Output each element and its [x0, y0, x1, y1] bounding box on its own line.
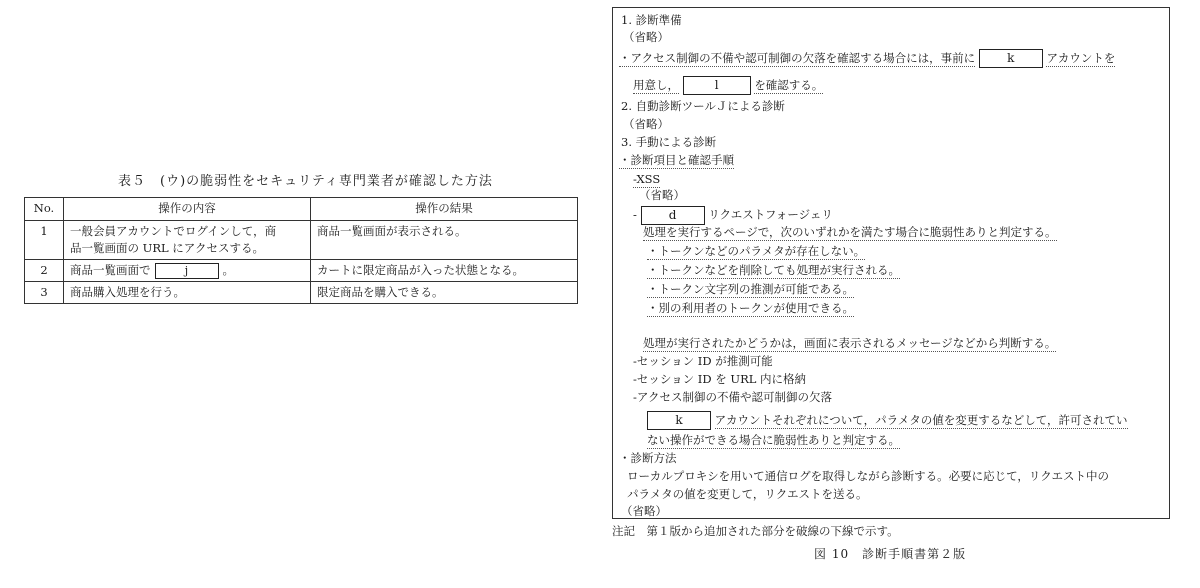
access-control-text: ない操作ができる場合に脆弱性ありと判定する。	[647, 433, 900, 447]
figure-caption: 図 10 診断手順書第２版	[814, 547, 967, 561]
csrf-label: リクエストフォージェリ	[708, 207, 833, 222]
answer-blank-l: l	[683, 76, 751, 95]
header-result: 操作の結果	[311, 198, 578, 221]
row-operation: 商品購入処理を行う。	[64, 282, 311, 304]
answer-blank-k: k	[647, 411, 711, 430]
access-control-desc-1	[647, 411, 1128, 430]
csrf-item	[633, 206, 833, 225]
operation-table	[24, 197, 578, 304]
table-row	[25, 282, 578, 304]
diagnosis-method-heading: ・診断方法	[619, 451, 677, 465]
row-result: 限定商品を購入できる。	[311, 282, 578, 304]
access-control-text: アカウントそれぞれについて，パラメタの値を変更するなどして，許可されてい	[714, 412, 1128, 427]
bullet-text: ・トークン文字列の推測が可能である。	[647, 282, 854, 296]
answer-blank-j: j	[155, 263, 219, 279]
section-1-title: 1. 診断準備	[621, 13, 682, 27]
row-result: 商品一覧画面が表示される。	[311, 221, 578, 260]
csrf-bullet	[647, 243, 865, 259]
prep-text: ・アクセス制御の不備や認可制御の欠落を確認する場合には，事前に	[619, 50, 976, 65]
prep-text: 用意し，	[633, 77, 679, 92]
prep-line-1	[619, 49, 1115, 68]
judgment-text: 処理が実行されたかどうかは，画面に表示されるメッセージなどから判断する。	[643, 336, 1057, 350]
csrf-bullet	[647, 281, 854, 297]
omitted-note: （省略）	[639, 188, 685, 202]
operation-text: 。	[222, 263, 234, 277]
table-header-row	[25, 198, 578, 221]
csrf-bullet	[647, 300, 854, 316]
bullet-text: ・トークンなどを削除しても処理が実行される。	[647, 263, 900, 277]
session-id-url: -セッション ID を URL 内に格納	[633, 372, 807, 386]
section-2-title: 2. 自動診断ツールＪによる診断	[621, 99, 785, 113]
heading-text: ・診断項目と確認手順	[619, 153, 734, 167]
prep-line-2	[633, 76, 823, 95]
row-no: 3	[25, 282, 64, 304]
bullet-text: ・別の利用者のトークンが使用できる。	[647, 301, 854, 315]
table-row	[25, 221, 578, 260]
prep-text: を確認する。	[754, 77, 824, 92]
method-line: ローカルプロキシを用いて通信ログを取得しながら診断する。必要に応じて，リクエスト中の	[627, 469, 1109, 483]
csrf-description-text: 処理を実行するページで，次のいずれかを満たす場合に脆弱性ありと判定する。	[643, 225, 1057, 239]
csrf-judgment	[643, 335, 1056, 351]
row-result: カートに限定商品が入った状態となる。	[311, 260, 578, 282]
access-control-item: -アクセス制御の不備や認可制御の欠落	[633, 390, 833, 404]
answer-blank-k: k	[979, 49, 1043, 68]
csrf-dash: -	[633, 207, 637, 222]
omitted-note: （省略）	[623, 30, 669, 44]
access-control-desc-2	[647, 432, 900, 448]
row-operation	[64, 260, 311, 282]
answer-blank-d: d	[641, 206, 705, 225]
figure-note: 注記 第１版から追加された部分を破線の下線で示す。	[612, 524, 899, 538]
row-no: 2	[25, 260, 64, 282]
session-id-guess: -セッション ID が推測可能	[633, 354, 773, 368]
header-no: No.	[25, 198, 64, 221]
prep-text: アカウントを	[1046, 50, 1116, 65]
diagnosis-items-heading	[619, 152, 734, 168]
row-no: 1	[25, 221, 64, 260]
section-3-title: 3. 手動による診断	[621, 135, 717, 149]
table-row	[25, 260, 578, 282]
bullet-text: ・トークンなどのパラメタが存在しない。	[647, 244, 866, 258]
method-line: パラメタの値を変更して，リクエストを送る。	[627, 487, 868, 501]
row-operation	[64, 221, 311, 260]
operation-line: 品一覧画面の URL にアクセスする。	[70, 241, 264, 255]
diagnosis-procedure-box	[612, 7, 1170, 519]
operation-text: 商品一覧画面で	[70, 263, 151, 277]
csrf-description	[643, 224, 1057, 240]
xss-label: -XSS	[633, 172, 661, 186]
operation-line: 一般会員アカウントでログインして，商	[70, 224, 277, 238]
omitted-note: （省略）	[621, 504, 667, 518]
csrf-bullet	[647, 262, 900, 278]
table-caption: 表５ (ウ)の脆弱性をセキュリティ専門業者が確認した方法	[118, 174, 493, 189]
omitted-note: （省略）	[623, 117, 669, 131]
header-operation: 操作の内容	[64, 198, 311, 221]
xss-item	[633, 171, 660, 187]
